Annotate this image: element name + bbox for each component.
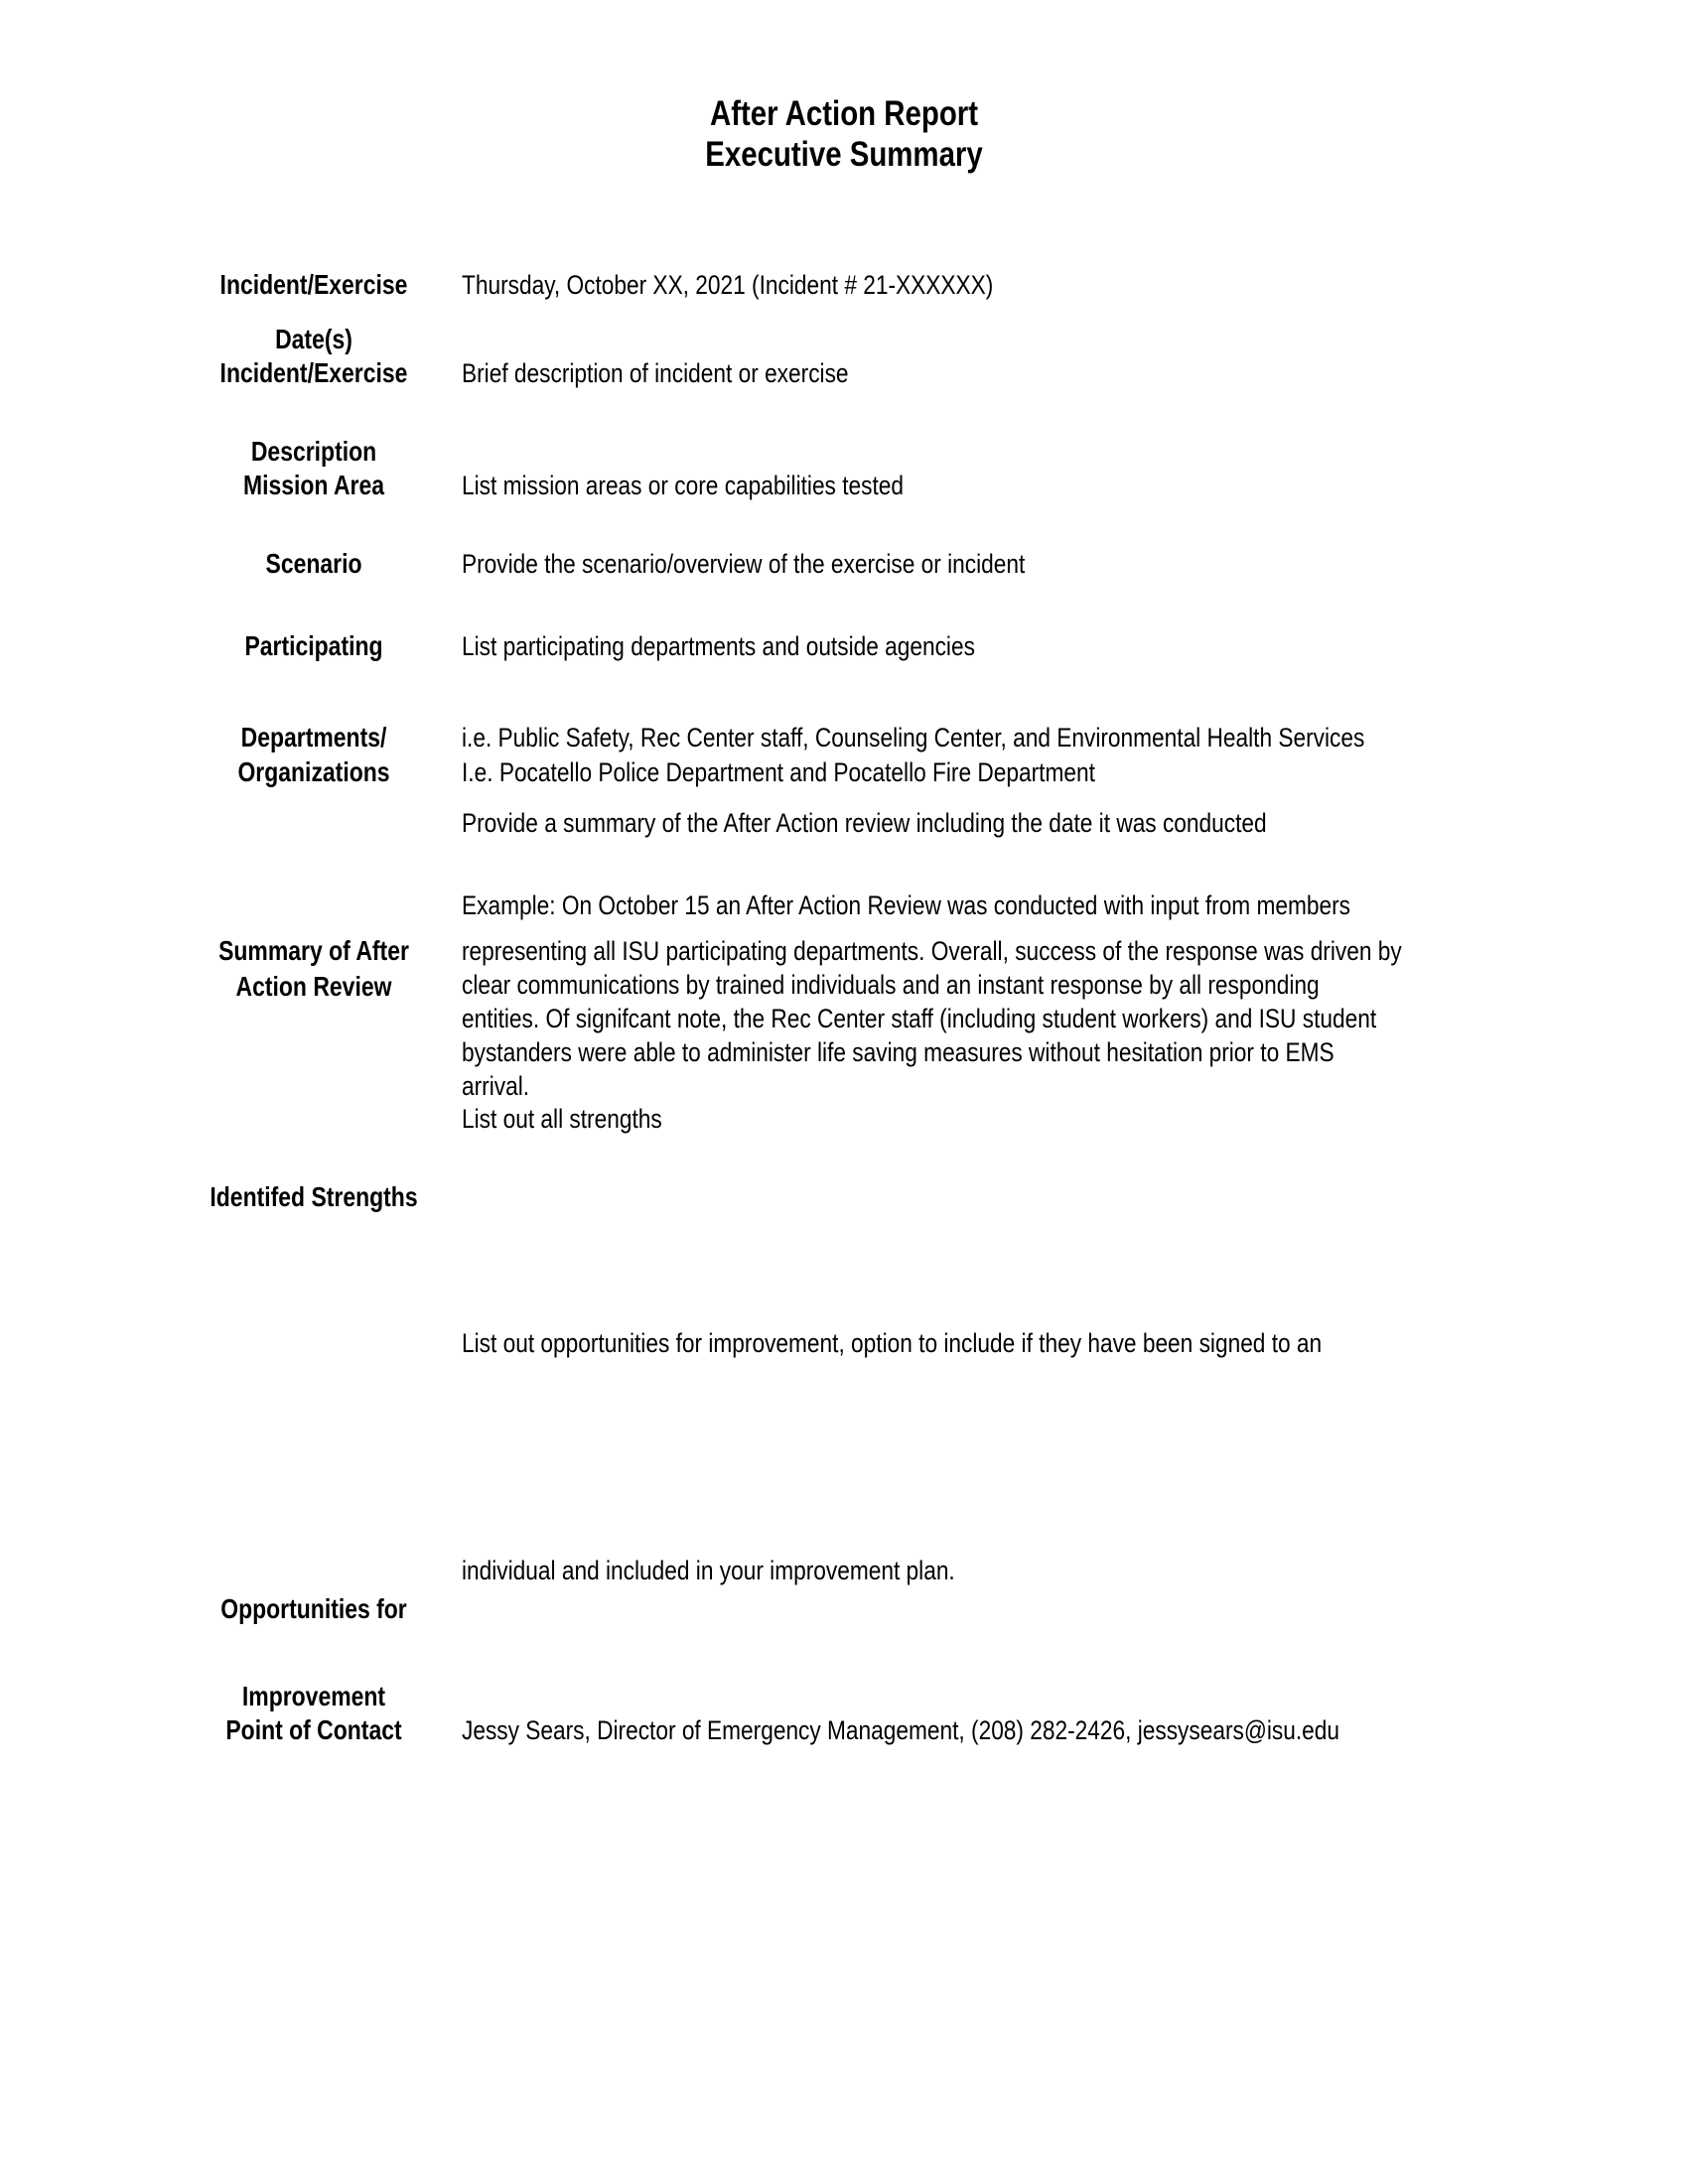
field-value-point-of-contact: Jessy Sears, Director of Emergency Management, (208) 282-2426, jessysears@isu.edu <box>462 1715 1340 1745</box>
summary-paragraph-line: bystanders were able to administer life saving measures without hesitation prior to EMS <box>462 1037 1335 1067</box>
summary-paragraph <box>462 934 1402 1103</box>
field-label-incident-exercise-2: Incident/Exercise <box>219 357 408 388</box>
field-value-summary-example-intro: Example: On October 15 an After Action Review was conducted with input from members <box>462 890 1351 920</box>
field-label-summary-of-after: Summary of After <box>218 935 409 966</box>
field-label-departments: Departments/ <box>240 722 387 752</box>
summary-paragraph-line: representing all ISU participating departments. Overall, success of the response was driven by <box>462 936 1402 966</box>
field-label-identifed-strengths: Identifed Strengths <box>210 1181 418 1212</box>
summary-paragraph-line: entities. Of signifcant note, the Rec Center staff (including student workers) and ISU student <box>462 1004 1377 1033</box>
field-value-opportunities-prompt-1: List out opportunities for improvement, option to include if they have been signed to an <box>462 1328 1323 1358</box>
field-label-incident-exercise: Incident/Exercise <box>219 269 408 300</box>
field-label-dates: Date(s) <box>275 324 352 354</box>
field-value-incident-exercise-dates: Thursday, October XX, 2021 (Incident # 21-XXXXXX) <box>462 270 994 300</box>
field-label-opportunities-for: Opportunities for <box>220 1593 407 1624</box>
field-value-incident-description: Brief description of incident or exercise <box>462 358 849 388</box>
summary-paragraph-line: arrival. <box>462 1071 530 1101</box>
field-value-mission-area: List mission areas or core capabilities tested <box>462 471 904 500</box>
field-value-opportunities-prompt-2: individual and included in your improvement plan. <box>462 1556 955 1585</box>
field-label-participating: Participating <box>244 630 383 661</box>
field-label-action-review: Action Review <box>235 971 392 1002</box>
field-label-description: Description <box>250 436 377 467</box>
field-value-departments-example-2: I.e. Pocatello Police Department and Pocatello Fire Department <box>462 757 1095 787</box>
field-value-participating: List participating departments and outside agencies <box>462 631 975 661</box>
report-title <box>0 93 1688 175</box>
summary-paragraph-line: clear communications by trained individuals and an instant response by all responding <box>462 970 1320 1000</box>
field-value-strengths-prompt: List out all strengths <box>462 1104 662 1134</box>
field-value-summary-prompt: Provide a summary of the After Action review including the date it was conducted <box>462 808 1267 838</box>
field-value-departments-example-1: i.e. Public Safety, Rec Center staff, Counseling Center, and Environmental Health Services <box>462 723 1365 752</box>
report-title-line: Executive Summary <box>705 135 983 174</box>
field-label-mission-area: Mission Area <box>242 470 385 500</box>
field-value-scenario: Provide the scenario/overview of the exercise or incident <box>462 549 1026 579</box>
report-title-line: After Action Report <box>709 94 979 133</box>
field-label-scenario: Scenario <box>265 548 362 579</box>
field-label-organizations: Organizations <box>237 756 390 787</box>
field-label-improvement: Improvement <box>241 1681 386 1711</box>
field-label-point-of-contact: Point of Contact <box>225 1714 402 1745</box>
